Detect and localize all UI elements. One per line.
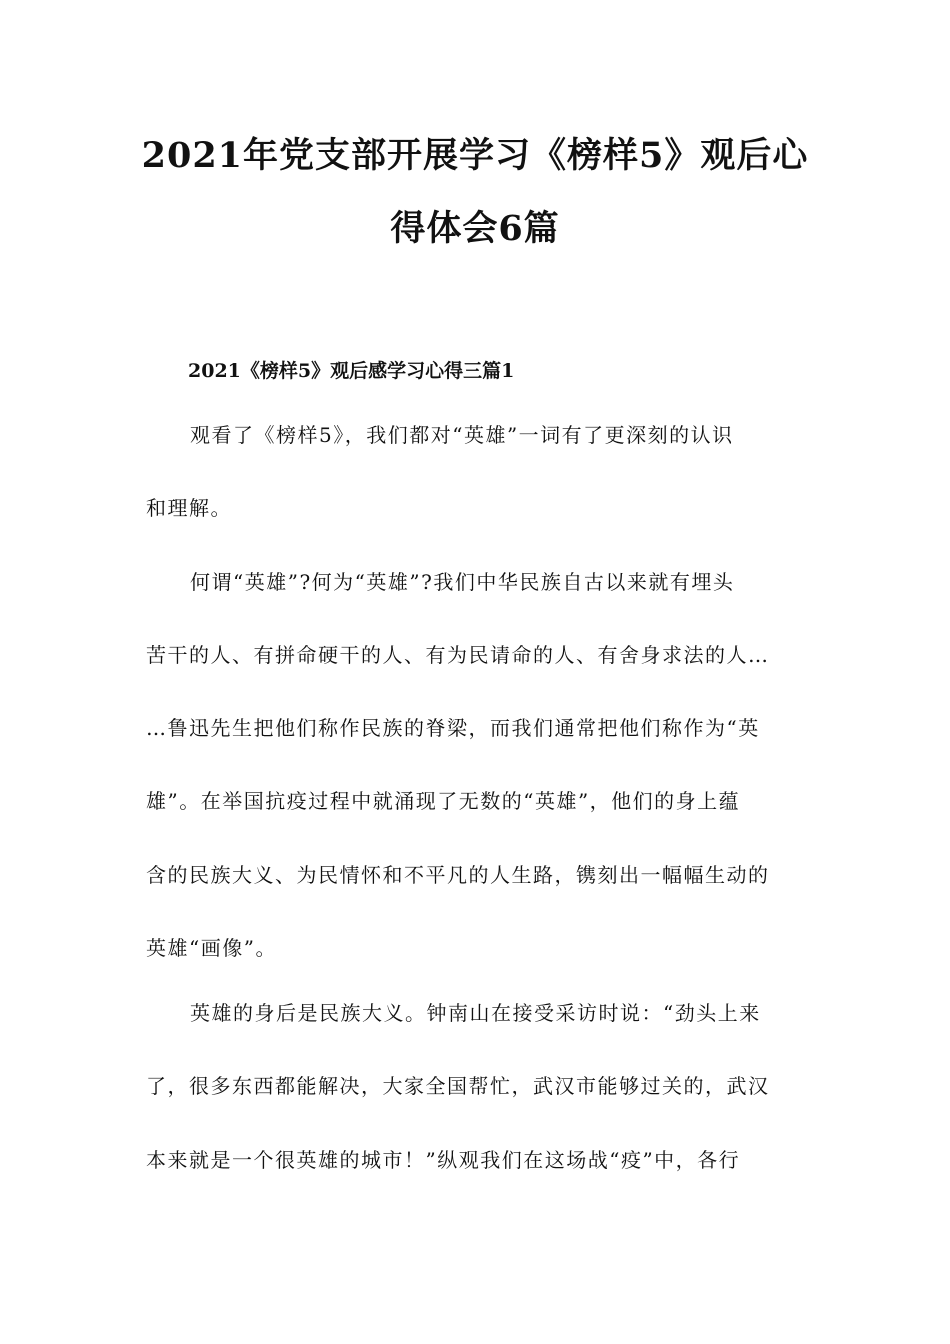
body-line: 英雄“画像”。 xyxy=(146,936,277,960)
body-line: 何谓“英雄”?何为“英雄”?我们中华民族自古以来就有埋头 xyxy=(190,570,735,594)
section-heading: 2021《榜样5》观后感学习心得三篇1 xyxy=(188,360,515,382)
document-title-line-2: 得体会6篇 xyxy=(390,208,560,249)
body-line: …鲁迅先生把他们称作民族的脊梁，而我们通常把他们称作为“英 xyxy=(146,716,760,740)
body-line: 苦干的人、有拼命硬干的人、有为民请命的人、有舍身求法的人… xyxy=(146,643,770,667)
body-line: 英雄的身后是民族大义。钟南山在接受采访时说：“劲头上来 xyxy=(190,1001,761,1025)
body-line: 了，很多东西都能解决，大家全国帮忙，武汉市能够过关的，武汉 xyxy=(146,1074,770,1098)
body-line: 雄”。在举国抗疫过程中就涌现了无数的“英雄”，他们的身上蕴 xyxy=(146,789,741,813)
body-line: 本来就是一个很英雄的城市！”纵观我们在这场战“疫”中，各行 xyxy=(146,1148,741,1172)
body-line: 含的民族大义、为民情怀和不平凡的人生路，镌刻出一幅幅生动的 xyxy=(146,863,770,887)
body-line: 和理解。 xyxy=(146,496,232,520)
body-line: 观看了《榜样5》，我们都对“英雄”一词有了更深刻的认识 xyxy=(190,423,734,447)
document-title-line-1: 2021年党支部开展学习《榜样5》观后心 xyxy=(141,135,809,176)
